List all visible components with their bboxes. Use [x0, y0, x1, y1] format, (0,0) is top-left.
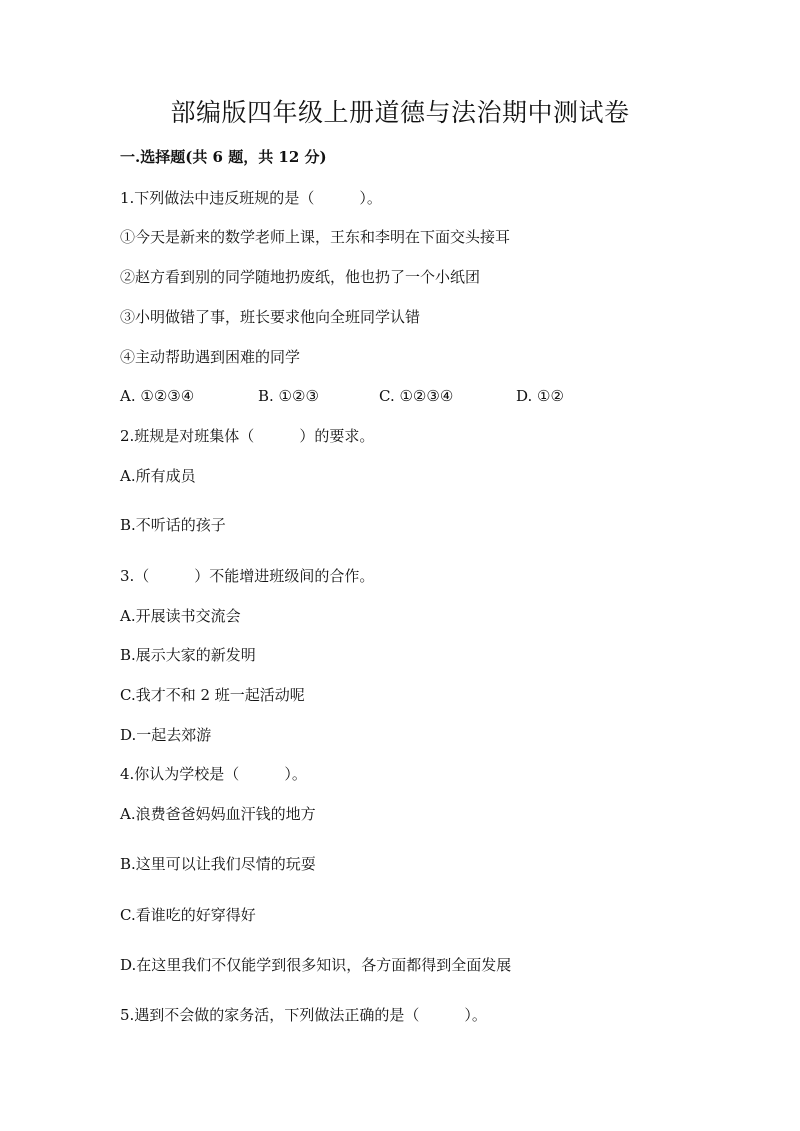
question-3-option-c: C.我才不和 2 班一起活动呢 [120, 686, 305, 704]
question-1-item-2: ②赵方看到别的同学随地扔废纸，他也扔了一个小纸团 [120, 268, 481, 286]
question-4-option-a: A.浪费爸爸妈妈血汗钱的地方 [120, 805, 316, 823]
exam-title: 部编版四年级上册道德与法治期中测试卷 [170, 98, 630, 127]
question-4-option-d: D.在这里我们不仅能学到很多知识，各方面都得到全面发展 [120, 956, 512, 974]
question-2-option-a: A.所有成员 [120, 467, 196, 485]
question-1-option-c: C. ①②③④ [379, 387, 454, 405]
question-1-option-a: A. ①②③④ [120, 387, 195, 405]
question-1-option-d: D. ①② [516, 387, 564, 405]
question-3-option-a: A.开展读书交流会 [120, 607, 241, 625]
question-1-item-4: ④主动帮助遇到困难的同学 [120, 348, 301, 366]
question-1-options [120, 386, 640, 406]
question-4-option-c: C.看谁吃的好穿得好 [120, 906, 256, 924]
question-1-item-3: ③小明做错了事，班长要求他向全班同学认错 [120, 308, 421, 326]
question-1-item-1: ①今天是新来的数学老师上课，王东和李明在下面交头接耳 [120, 228, 511, 246]
question-1-stem: 1.下列做法中违反班规的是（ ）。 [120, 189, 382, 207]
section-heading: 一.选择题(共 6 题，共 12 分) [120, 148, 327, 166]
question-2-stem: 2.班规是对班集体（ ）的要求。 [120, 427, 375, 445]
question-1-option-b: B. ①②③ [258, 387, 319, 405]
question-3-stem: 3.（ ）不能增进班级间的合作。 [120, 567, 375, 585]
question-4-option-b: B.这里可以让我们尽情的玩耍 [120, 855, 316, 873]
question-3-option-b: B.展示大家的新发明 [120, 646, 256, 664]
question-3-option-d: D.一起去郊游 [120, 726, 212, 744]
question-4-stem: 4.你认为学校是（ ）。 [120, 765, 307, 783]
question-5-stem: 5.遇到不会做的家务活，下列做法正确的是（ ）。 [120, 1006, 487, 1024]
question-2-option-b: B.不听话的孩子 [120, 516, 226, 534]
